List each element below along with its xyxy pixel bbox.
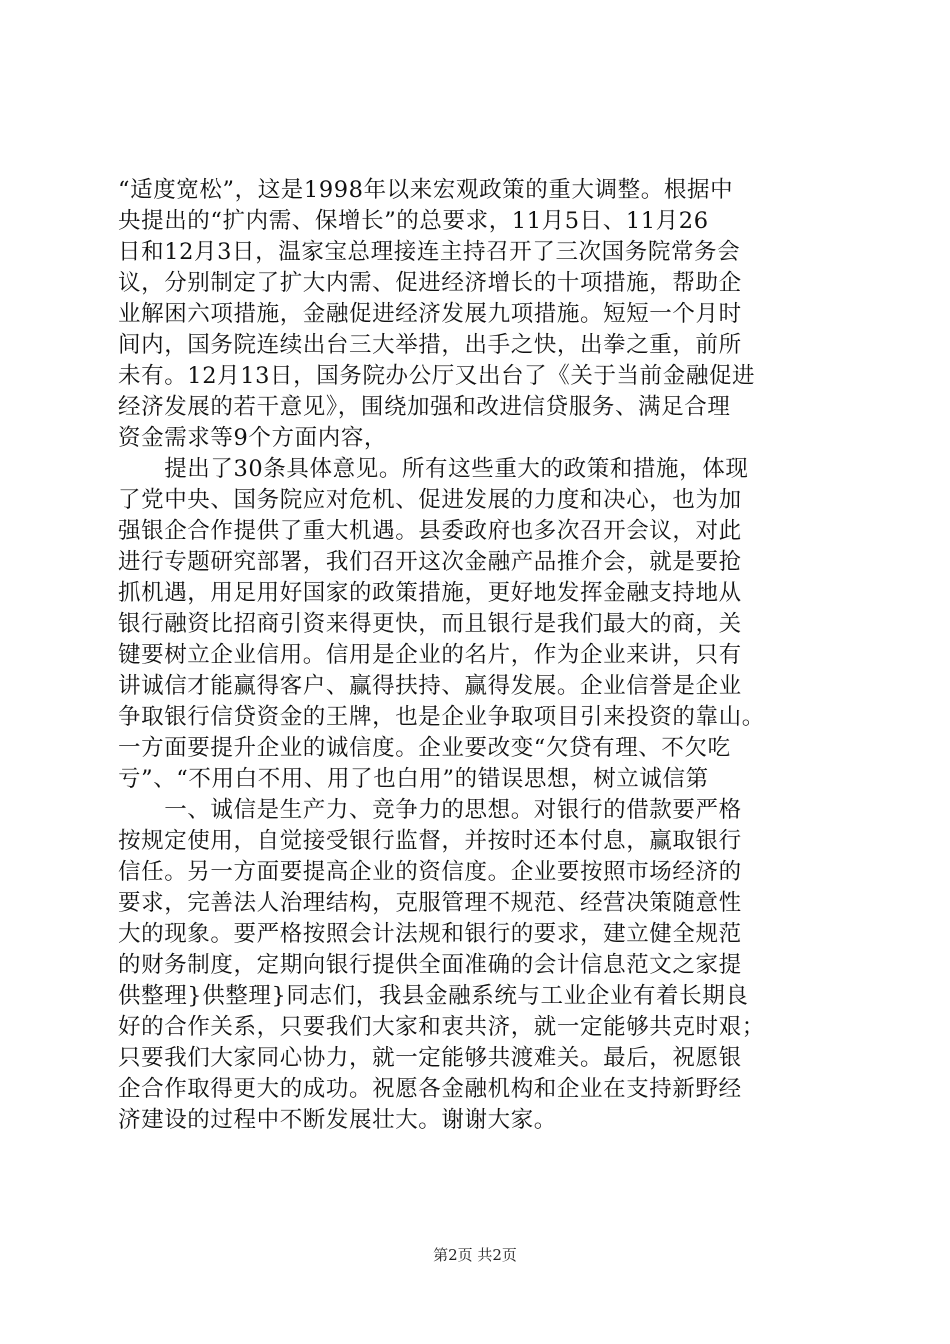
- text-line: 亏”、“不用白不用、用了也白用”的错误思想，树立诚信第: [118, 766, 709, 792]
- text-line: 银行融资比招商引资来得更快，而且银行是我们最大的商，关: [118, 611, 742, 637]
- text-line: 要求，完善法人治理结构，克服管理不规范、经营决策随意性: [118, 890, 742, 916]
- text-line: 业解困六项措施，金融促进经济发展九项措施。短短一个月时: [118, 301, 742, 327]
- page-footer: [0, 1244, 950, 1265]
- text-line: 信任。另一方面要提高企业的资信度。企业要按照市场经济的: [118, 859, 742, 885]
- text-line: 供整理}供整理}同志们，我县金融系统与工业企业有着长期良: [118, 983, 749, 1009]
- text-line: 了党中央、国务院应对危机、促进发展的力度和决心，也为加: [118, 487, 742, 513]
- text-line: 的财务制度，定期向银行提供全面准确的会计信息范文之家提: [118, 952, 742, 978]
- text-line: 只要我们大家同心协力，就一定能够共渡难关。最后，祝愿银: [118, 1045, 742, 1071]
- text-line: 日和12月3日，温家宝总理接连主持召开了三次国务院常务会: [118, 239, 741, 265]
- text-line: 一、诚信是生产力、竞争力的思想。对银行的借款要严格: [118, 797, 742, 823]
- text-line: 提出了30条具体意见。所有这些重大的政策和措施，体现: [118, 456, 749, 482]
- text-line: 经济发展的若干意见》，围绕加强和改进信贷服务、满足合理: [118, 394, 731, 420]
- text-line: 争取银行信贷资金的王牌，也是企业争取项目引来投资的靠山。: [118, 704, 765, 730]
- text-line: 议，分别制定了扩大内需、促进经济增长的十项措施，帮助企: [118, 270, 742, 296]
- body-text: [118, 175, 834, 1136]
- text-line: 央提出的“扩内需、保增长”的总要求，11月5日、11月26: [118, 208, 709, 234]
- text-line: 未有。12月13日，国务院办公厅又出台了《关于当前金融促进: [118, 363, 756, 389]
- text-line: 资金需求等9个方面内容，: [118, 425, 388, 451]
- text-line: 间内，国务院连续出台三大举措，出手之快，出拳之重，前所: [118, 332, 742, 358]
- text-line: 按规定使用，自觉接受银行监督，并按时还本付息，赢取银行: [118, 828, 742, 854]
- text-line: 进行专题研究部署，我们召开这次金融产品推介会，就是要抢: [118, 549, 742, 575]
- text-line: 强银企合作提供了重大机遇。县委政府也多次召开会议，对此: [118, 518, 742, 544]
- text-line: 济建设的过程中不断发展壮大。谢谢大家。: [118, 1107, 557, 1133]
- text-line: 键要树立企业信用。信用是企业的名片，作为企业来讲，只有: [118, 642, 742, 668]
- page-number-label: 第2页 共2页: [433, 1246, 517, 1264]
- text-line: “适度宽松”，这是1998年以来宏观政策的重大调整。根据中: [118, 177, 734, 203]
- text-line: 好的合作关系，只要我们大家和衷共济，就一定能够共克时艰；: [118, 1014, 765, 1040]
- text-line: 一方面要提升企业的诚信度。企业要改变“欠贷有理、不欠吃: [118, 735, 731, 761]
- text-line: 讲诚信才能赢得客户、赢得扶持、赢得发展。企业信誉是企业: [118, 673, 742, 699]
- text-line: 大的现象。要严格按照会计法规和银行的要求，建立健全规范: [118, 921, 742, 947]
- text-line: 抓机遇，用足用好国家的政策措施，更好地发挥金融支持地从: [118, 580, 742, 606]
- text-line: 企合作取得更大的成功。祝愿各金融机构和企业在支持新野经: [118, 1076, 742, 1102]
